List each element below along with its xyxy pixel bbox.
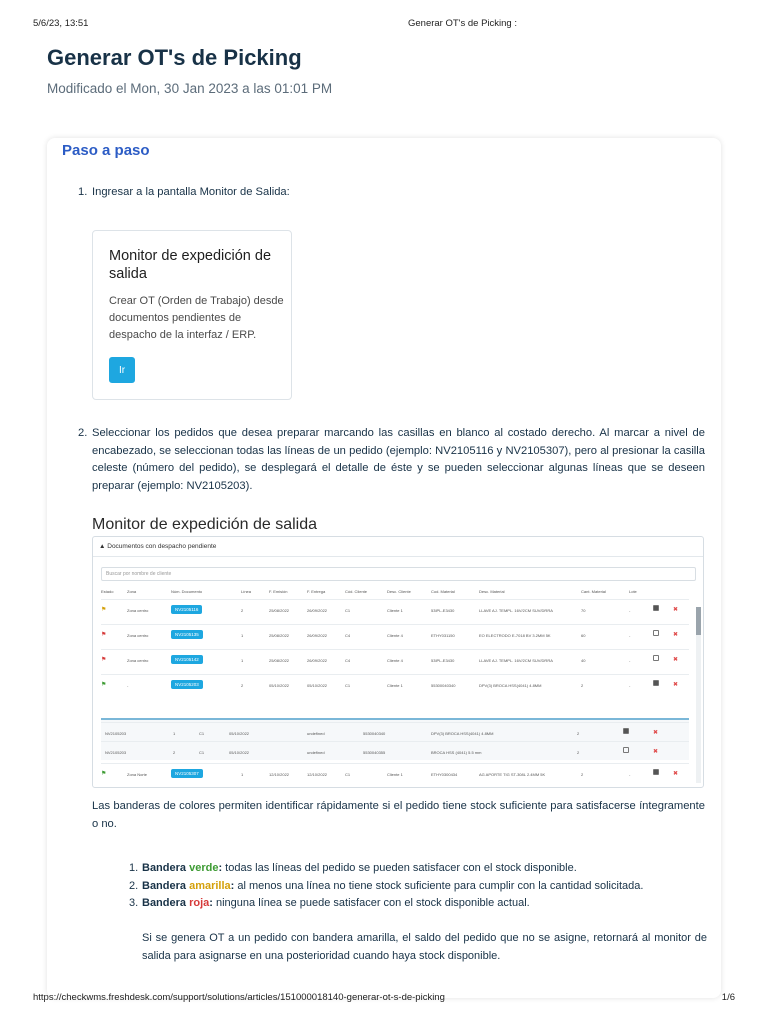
order-number-button[interactable]: NV2105116 (171, 605, 202, 614)
cell-zona: Zona centro (127, 608, 149, 613)
flag-color-word: verde (189, 862, 219, 874)
print-date: 5/6/23, 13:51 (33, 18, 89, 29)
flag-icon: ⚑ (101, 632, 107, 638)
trash-icon[interactable]: ✖ (673, 607, 679, 613)
trash-icon[interactable]: ✖ (673, 657, 679, 663)
list-number: 3. (129, 897, 139, 909)
detail-row (101, 741, 689, 763)
cell-cliente: Cliente 1 (387, 608, 403, 613)
cell-cant: 2 (577, 731, 580, 736)
table-row (101, 649, 689, 671)
step-1 (78, 184, 705, 202)
row-checkbox[interactable] (653, 655, 659, 661)
order-number-button[interactable]: NV2105135 (171, 630, 203, 639)
monitor-salida-card (92, 230, 292, 400)
column-header: F. Emisión (269, 589, 288, 594)
cell-material: LLAVE AJ. TEMPL. 16V/2CM SUV/DRRA (479, 608, 553, 613)
search-input[interactable]: Buscar por nombre de cliente (101, 567, 696, 581)
flag-label: Bandera (142, 862, 190, 874)
panel-header-label: Documentos con despacho pendiente (107, 543, 217, 550)
step-text: Ingresar a la pantalla Monitor de Salida: (92, 186, 290, 198)
mini-card-title: Monitor de expedición de salida (109, 248, 272, 282)
row-checkbox[interactable] (653, 630, 659, 636)
flag-colon: : (209, 897, 213, 909)
mini-card-description: Crear OT (Orden de Trabajo) desde documentos pendientes de despacho de la interfaz / ERP. (109, 295, 284, 341)
cell-entrega: 05/10/2022 (307, 683, 328, 688)
cell-zona: Zona centro (127, 633, 149, 638)
cell-cod-cliente: C4 (345, 633, 351, 638)
cell-fecha: 05/10/2022 (229, 750, 250, 755)
row-checkbox[interactable] (653, 769, 659, 775)
scrollbar[interactable] (696, 607, 701, 783)
flag-icon: ⚑ (101, 657, 107, 663)
article-content-card (47, 138, 721, 998)
column-header: Lote (629, 589, 637, 594)
cell-cod-cliente: C1 (345, 608, 351, 613)
step-number: 2. (78, 427, 88, 439)
cell-doc: NV2105203 (105, 731, 127, 736)
cell-lote: undefined (307, 750, 325, 755)
cell-entrega: 26/09/2022 (307, 658, 328, 663)
cell-emision: 25/08/2022 (269, 658, 290, 663)
note-paragraph: Si se genera OT a un pedido con bandera amarilla, el saldo del pedido que no se asigne, retornará al monitor de salida para asignarse en una posterioridad cuando haya stock disponible. (142, 932, 707, 962)
ir-button[interactable]: Ir (109, 357, 135, 383)
article-title: Generar OT's de Picking (47, 45, 302, 70)
cell-lote: - (629, 683, 631, 688)
print-page-title: Generar OT's de Picking : (408, 18, 517, 29)
trash-icon[interactable]: ✖ (673, 632, 679, 638)
flags-paragraph: Las banderas de colores permiten identificar rápidamente si el pedido tiene stock suficiente para satisfacerse íntegramente o no. (92, 800, 705, 830)
column-header: Núm. Documento (171, 589, 203, 594)
panel-header (93, 537, 703, 557)
cell-emision: 25/08/2022 (269, 633, 290, 638)
cell-cod-material: ETHY031150 (431, 633, 455, 638)
flag-label: Bandera (142, 897, 190, 909)
cell-entrega: 26/09/2022 (307, 633, 328, 638)
cell-lote: - (629, 658, 631, 663)
flag-description: todas las líneas del pedido se pueden satisfacer con el stock disponible. (222, 862, 577, 874)
cell-zona: Zona Norte (127, 772, 148, 777)
flag-description: al menos una línea no tiene stock suficiente para cumplir con la cantidad solicitada. (234, 879, 644, 892)
cell-cod-material: 55300040340 (431, 683, 456, 688)
list-number: 2. (129, 879, 139, 892)
cell-cant: 40 (581, 658, 586, 663)
cell-cod-material: ETHY0300434 (431, 772, 458, 777)
cell-linea: 1 (241, 772, 244, 777)
flags-list (129, 860, 702, 913)
step-text: Seleccionar los pedidos que desea preparar marcando las casillas en blanco al costado derecho. Al marcar a nivel de encabezado, se seleccionan todas las líneas de un pedido (ejemplo: NV2105116 y NV2105307), pero al presionar la casilla celeste (número del pedido), se desplegará el detalle de éste y se pueden seleccionar algunas líneas que se deseen preparar (ejemplo: NV2105203). (92, 427, 705, 492)
cell-cliente: Cliente 4 (387, 658, 403, 663)
flag-color-word: amarilla (189, 879, 231, 892)
flag-color-word: roja (189, 897, 210, 909)
cell-material: LLAVE AJ. TEMPL. 16V/2CM SUV/DRRA (479, 658, 553, 663)
cell-cant: 2 (581, 772, 584, 777)
print-url: https://checkwms.freshdesk.com/support/solutions/articles/151000018140-generar-ot-s-de-picking (33, 992, 445, 1003)
cell-cod-cliente: C4 (345, 658, 351, 663)
cell-zona: Zona centro (127, 658, 149, 663)
table-row (101, 624, 689, 646)
flag-icon: ⚑ (101, 771, 107, 777)
cell-cod-material: 5530040355 (363, 750, 386, 755)
cell-cant: 60 (581, 633, 586, 638)
cell-zona: - (127, 683, 129, 688)
cell-material: AG APORTE TIG ST-308L 2.4MM 5K (479, 772, 546, 777)
cell-entrega: 26/09/2022 (307, 608, 328, 613)
cell-material: BROCA HSS (4041) 5.5 mm (431, 750, 482, 755)
cell-cant: 2 (581, 683, 584, 688)
line-checkbox[interactable] (623, 728, 629, 734)
monitor-title: Monitor de expedición de salida (92, 516, 318, 533)
trash-icon[interactable]: ✖ (673, 682, 679, 688)
column-header: Cant. Material (581, 589, 606, 594)
cell-cod-material: 53IPL-E3430 (431, 608, 455, 613)
table-row (101, 763, 689, 785)
cell-linea: 1 (173, 731, 176, 736)
table-header (101, 589, 689, 599)
order-detail-panel (101, 718, 689, 760)
cell-cliente: C1 (199, 750, 205, 755)
row-checkbox[interactable] (653, 680, 659, 686)
column-header: Estado (101, 589, 114, 594)
cell-material: DPV(3) BROCA HSS(4041) 4.8MM (479, 683, 542, 688)
column-header: Desc. Material (479, 589, 505, 594)
cell-cliente: Cliente 4 (387, 633, 403, 638)
cell-material: EO ELECTRODO E-7018 BV 3.2MM 5K (479, 633, 551, 638)
flag-list-item (129, 895, 702, 913)
cell-linea: 1 (241, 658, 244, 663)
flag-icon: ⚑ (101, 607, 107, 613)
order-number-button[interactable]: NV2105203 (171, 680, 203, 689)
cell-cliente: Cliente 1 (387, 772, 403, 777)
cell-lote: - (629, 633, 631, 638)
table-row (101, 674, 689, 696)
step-number: 1. (78, 186, 88, 198)
cell-emision: 12/10/2022 (269, 772, 290, 777)
trash-icon[interactable]: ✖ (673, 771, 679, 777)
flag-label: Bandera (142, 879, 190, 892)
column-header: Cód. Cliente (345, 589, 368, 594)
monitor-panel (92, 536, 704, 788)
order-number-button[interactable]: NV2105307 (171, 769, 203, 778)
flag-description: ninguna línea se puede satisfacer con el stock disponible actual. (212, 897, 530, 909)
cell-cod-material: 53IPL-E3430 (431, 658, 455, 663)
cell-cliente: Cliente 1 (387, 683, 403, 688)
cell-entrega: 12/10/2022 (307, 772, 328, 777)
trash-icon[interactable]: ✖ (653, 749, 659, 755)
cell-cant: 70 (581, 608, 586, 613)
flag-colon: : (230, 879, 235, 892)
column-header: Cod. Material (431, 589, 455, 594)
flag-icon: ⚑ (101, 682, 107, 688)
column-header: F. Entrega (307, 589, 326, 594)
row-checkbox[interactable] (653, 605, 659, 611)
monitor-screenshot (92, 516, 704, 788)
flag-colon: : (218, 862, 223, 874)
page-counter: 1/6 (721, 992, 735, 1003)
trash-icon[interactable]: ✖ (653, 730, 659, 736)
scrollbar-thumb[interactable] (696, 607, 701, 635)
modified-date: Modificado el Mon, 30 Jan 2023 a las 01:01 PM (47, 81, 333, 96)
cell-material: DPV(3) BROCA HSS(4041) 4.8MM (431, 731, 494, 736)
column-header: Zona (127, 589, 137, 594)
cell-lote: - (629, 772, 631, 777)
flag-list-item (129, 860, 702, 878)
column-header: Línea (241, 589, 252, 594)
cell-emision: 05/10/2022 (269, 683, 290, 688)
cell-linea: 2 (241, 608, 244, 613)
list-number: 1. (129, 862, 139, 874)
cell-cod-cliente: C1 (345, 683, 351, 688)
cell-cant: 2 (577, 750, 580, 755)
cell-lote: - (629, 608, 631, 613)
cell-emision: 25/08/2022 (269, 608, 290, 613)
step-2 (78, 425, 705, 495)
line-checkbox[interactable] (623, 747, 629, 753)
cell-cliente: C1 (199, 731, 205, 736)
order-number-button[interactable]: NV2105142 (171, 655, 203, 664)
section-title: Paso a paso (62, 142, 150, 159)
table-row (101, 599, 689, 621)
cell-fecha: 05/10/2022 (229, 731, 250, 736)
column-header: Desc. Cliente (387, 589, 411, 594)
cell-doc: NV2105203 (105, 750, 127, 755)
cell-lote: undefined (307, 731, 325, 736)
cell-linea: 2 (241, 683, 244, 688)
cell-cod-cliente: C1 (345, 772, 351, 777)
cell-cod-material: 5530040340 (363, 731, 386, 736)
flag-list-item (129, 878, 702, 896)
cell-linea: 2 (173, 750, 176, 755)
cell-linea: 1 (241, 633, 244, 638)
chevron-up-icon: ▲ (99, 543, 106, 550)
